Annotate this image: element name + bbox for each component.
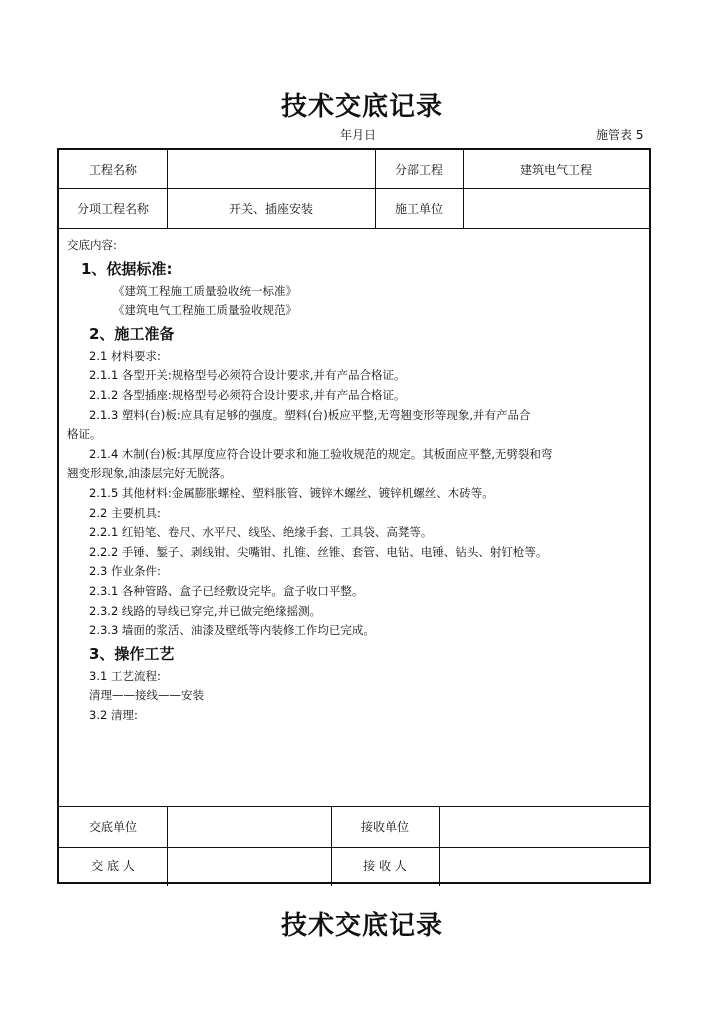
subsection-heading: 3.1 工艺流程: — [89, 668, 161, 683]
receiving-unit-value[interactable] — [439, 806, 649, 847]
content-line: 2.1.2 各型插座:规格型号必须符合设计要求,并有产品合格证。 — [89, 387, 406, 402]
form-number: 施管表 5 — [596, 128, 644, 142]
content-line: 2.2.1 红铅笔、卷尺、水平尺、线坠、绝缘手套、工具袋、高凳等。 — [89, 525, 433, 540]
subsection-heading: 2.2 主要机具: — [89, 505, 161, 520]
section-heading-preparation: 2、施工准备 — [89, 324, 175, 343]
disclosure-unit-label: 交底单位 — [88, 820, 137, 834]
content-line: 2.2.2 手锤、錾子、剥线钳、尖嘴钳、扎锥、丝锥、套管、电钻、电锤、钻头、射钉枪等。 — [89, 544, 548, 559]
division-value[interactable]: 建筑电气工程 — [519, 162, 592, 177]
content-line: 2.3.3 墙面的浆活、油漆及壁纸等内装修工作均已完成。 — [89, 623, 375, 638]
contractor-value[interactable] — [463, 188, 649, 228]
row-divider — [59, 228, 649, 229]
subitem-label: 分项工程名称 — [76, 201, 149, 216]
content-line: 2.1.4 木制(台)板:其厚度应符合设计要求和施工验收规范的规定。其板面应平整,无劈裂和弯 — [89, 446, 553, 461]
subsection-heading: 3.2 清理: — [89, 707, 138, 722]
receiving-unit-label: 接收单位 — [360, 820, 409, 834]
content-line: 2.1.3 塑料(台)板:应具有足够的强度。塑料(台)板应平整,无弯翘变形等现象,并有产品合 — [89, 407, 531, 422]
document-title: 技术交底记录 — [280, 92, 443, 122]
section-heading-standards: 1、依据标准: — [81, 259, 173, 278]
process-flow: 清理——接线——安装 — [89, 688, 204, 703]
project-name-label: 工程名称 — [88, 162, 137, 177]
date-label: 年月日 — [340, 128, 377, 142]
content-line: 格证。 — [67, 427, 102, 442]
project-name-value[interactable] — [167, 150, 375, 188]
record-form — [57, 148, 651, 884]
receiver-label: 接 收 人 — [363, 859, 407, 873]
subitem-value[interactable]: 开关、插座安装 — [228, 201, 313, 216]
content-line: 2.1.5 其他材料:金属膨胀螺栓、塑料胀管、镀锌木螺丝、镀锌机螺丝、木砖等。 — [89, 485, 494, 500]
discloser-label: 交 底 人 — [91, 859, 135, 873]
standard-reference: 《建筑电气工程施工质量验收规范》 — [113, 303, 297, 318]
disclosure-unit-value[interactable] — [167, 806, 331, 847]
standard-reference: 《建筑工程施工质量验收统一标准》 — [113, 283, 297, 298]
content-line: 2.3.2 线路的导线已穿完,并已做完绝缘摇测。 — [89, 603, 322, 618]
subsection-heading: 2.3 作业条件: — [89, 564, 161, 579]
content-line: 2.3.1 各种管路、盒子已经敷设完毕。盒子收口平整。 — [89, 583, 364, 598]
document-title-repeat: 技术交底记录 — [280, 911, 443, 941]
discloser-value[interactable] — [167, 847, 331, 884]
division-label: 分部工程 — [394, 162, 443, 177]
content-line: 翘变形现象,油漆层完好无脱落。 — [67, 466, 232, 481]
receiver-value[interactable] — [439, 847, 649, 884]
content-intro-label: 交底内容: — [67, 238, 117, 252]
disclosure-content — [67, 236, 641, 725]
contractor-label: 施工单位 — [394, 201, 443, 216]
subsection-heading: 2.1 材料要求: — [89, 348, 161, 363]
content-line: 2.1.1 各型开关:规格型号必须符合设计要求,并有产品合格证。 — [89, 368, 406, 383]
section-heading-process: 3、操作工艺 — [89, 644, 175, 663]
